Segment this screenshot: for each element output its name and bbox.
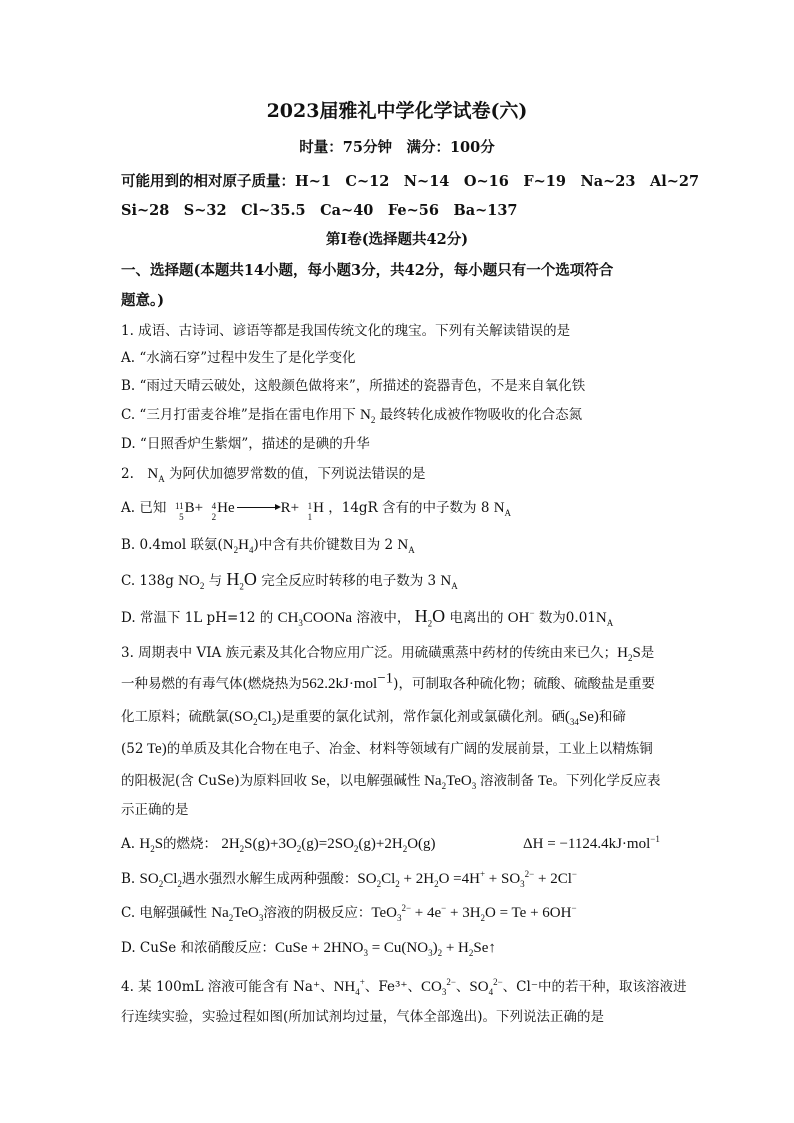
atomic-mass-line-1: 可能用到的相对原子质量：H~1 C~12 N~14 O~16 F~19 Na~23 Al~27 bbox=[121, 173, 700, 190]
q2-c-text-1: C. 138g bbox=[121, 573, 174, 589]
q3-line-5: 的阳极泥(含 CuSe)为原料回收 Se，以电解强碱性 $Na_2TeO_3$ 溶液制备 Te。下列化学反应表 bbox=[121, 773, 661, 791]
formula-se-34: $(_{34}Se)$ bbox=[564, 709, 599, 727]
q1-c-text-2: 最终转化成被作物吸收的化合态氮 bbox=[379, 407, 583, 423]
q3-line-2: 一种易燃的有毒气体(燃烧热为562.2kJ·mol$^{-1}$)，可制取各种硫化物；硫酸、硫酸盐是重要 bbox=[121, 670, 655, 692]
q4-line-1: 4. 某 100mL 溶液可能含有 Na⁺、$NH_4^+$、Fe³⁺、$CO_3^{2-}$、$SO_4^{2-}$、Cl⁻中的若干种，取该溶液进 bbox=[121, 977, 687, 997]
time-and-score: 时量：75分钟 满分：100分 bbox=[299, 139, 495, 156]
q3-line-1: 3. 周期表中 VIA 族元素及其化合物应用广泛。用硫磺熏蒸中药材的传统由来已久；$H_2S$是 bbox=[121, 645, 655, 663]
equation-h2s-combustion: $2H_2S(g)+3O_2(g)=2SO_2(g)+2H_2O(g)$ bbox=[221, 836, 436, 854]
section-heading-line-1: 一、选择题(本题共14小题，每小题3分，共42分，每小题只有一个选项符合 bbox=[121, 262, 614, 279]
formula-ch3coona: $CH_3COONa$ bbox=[277, 610, 353, 628]
q1-c-text-1: C. “三月打雷麦谷堆”是指在雷电作用下 bbox=[121, 407, 356, 423]
formula-n2h4: $N_2H_4$ bbox=[222, 537, 254, 555]
q2-option-c: C. 138g $NO_2$ 与 $H_2O$ 完全反应时转移的电子数为 3 $N_A$ bbox=[121, 569, 458, 592]
q1-option-a: A. “水滴石穿”过程中发生了是化学变化 bbox=[121, 350, 356, 366]
q3-line-6: 示正确的是 bbox=[121, 802, 189, 818]
q2-option-a: A. 已知 11 5 B+ 4 2 He R+ 1 1 H ，14gR 含有的中子数为 8 $N_A$ bbox=[121, 500, 512, 522]
formula-te: Te) bbox=[143, 741, 167, 757]
equation-cuse-hno3: CuSe + $2HNO_3 = Cu(NO_3)_2$ + $H_2Se↑$ bbox=[274, 940, 496, 958]
q1-option-c bbox=[121, 404, 582, 426]
equation-so2cl2-hydrolysis: $SO_2Cl_2 + 2H_2O =4H^+ + SO_3^{2-} + 2Cl^-$ bbox=[357, 869, 577, 889]
q1-option-b: B. “雨过天晴云破处，这般颜色做将来”，所描述的瓷器青色，不是来自氧化铁 bbox=[121, 378, 586, 394]
q4-line-2: 行连续实验，实验过程如图(所加试剂均过量，气体全部逸出)。下列说法正确的是 bbox=[121, 1009, 605, 1025]
exam-title: 2023届雅礼中学化学试卷(六) bbox=[266, 100, 528, 122]
q3-option-c: C. 电解强碱性 $Na_2TeO_3$溶液的阴极反应：$TeO_3^{2-} + 4e^- + 3H_2O = Te + 6OH^-$ bbox=[121, 903, 577, 923]
formula-h2o: $H_2O$ bbox=[226, 569, 257, 592]
q2-a-text-1: A. 已知 bbox=[121, 500, 167, 516]
q1-stem: 1. 成语、古诗词、谚语等都是我国传统文化的瑰宝。下列有关解读错误的是 bbox=[121, 323, 571, 339]
nuclear-equation: 11 5 B+ 4 2 He R+ 1 1 H bbox=[174, 500, 324, 522]
q3-line-4: (52 Te)的单质及其化合物在电子、冶金、材料等领域有广阔的发展前景，工业上以精炼铜 bbox=[121, 741, 653, 757]
formula-na2teo3: $Na_2TeO_3$ bbox=[420, 773, 477, 791]
formula-nh4: $NH_4^+$ bbox=[333, 977, 365, 997]
reaction-arrow bbox=[237, 507, 279, 508]
formula-co3: $CO_3^{2-}$ bbox=[420, 977, 456, 997]
q2-b-text-1: B. 0.4mol 联氨( bbox=[121, 537, 223, 553]
formula-n2: $N_2$ bbox=[360, 407, 376, 425]
formula-no2: $NO_2$ bbox=[178, 573, 205, 591]
q2-a-text-2: ，14gR 含有的中子数为 8 bbox=[328, 500, 490, 516]
q2-stem-text: 为阿伏加德罗常数的值，下列说法错误的是 bbox=[169, 466, 426, 482]
q3-option-d: D. CuSe 和浓硝酸反应：CuSe + $2HNO_3 = Cu(NO_3)_2$ + $H_2Se↑$ bbox=[121, 940, 496, 958]
q3-option-a: A. $H_2S$的燃烧： $2H_2S(g)+3O_2(g)=2SO_2(g)+2H_2O(g)$ ΔH = −1124.4kJ·mol$^{-1}$ bbox=[121, 834, 660, 854]
formula-na: $N_A$ bbox=[147, 466, 165, 484]
atomic-mass-line-2: Si~28 S~32 Cl~35.5 Ca~40 Fe~56 Ba~137 bbox=[121, 202, 518, 219]
q2-b-text-2: )中含有共价键数目为 2 bbox=[253, 537, 394, 553]
formula-so2cl2: $(SO_2Cl_2)$ bbox=[229, 709, 282, 727]
formula-oh-minus: OH− bbox=[507, 608, 535, 626]
section-heading-line-2: 题意。) bbox=[121, 292, 165, 309]
q3-line-3: 化工原料；硫酰氯$(SO_2Cl_2)$是重要的氯化试剂，常作氯化剂或氯磺化剂。硒$(_{34}Se)$和碲 bbox=[121, 709, 626, 727]
formula-so4: $SO_4^{2-}$ bbox=[469, 977, 503, 997]
q1-option-d: D. “日照香炉生紫烟”，描述的是碘的升华 bbox=[121, 436, 370, 452]
enthalpy-change: ΔH = −1124.4kJ·mol$^{-1}$ bbox=[523, 834, 660, 852]
q2-stem: 2. $N_A$ 为阿伏加德罗常数的值，下列说法错误的是 bbox=[121, 466, 426, 484]
q3-option-b: B. $SO_2Cl_2$遇水强烈水解生成两种强酸：$SO_2Cl_2 + 2H_2O =4H^+ + SO_3^{2-} + 2Cl^-$ bbox=[121, 869, 577, 889]
q2-option-d: D. 常温下 1L pH=12 的 $CH_3COONa$ 溶液中， $H_2O$ 电离出的 OH− 数为$0.01N_A$ bbox=[121, 606, 614, 629]
q2-option-b: B. 0.4mol 联氨$(N_2H_4)$中含有共价键数目为 2 $N_A$ bbox=[121, 537, 415, 555]
part-title: 第Ⅰ卷(选择题共42分) bbox=[325, 231, 469, 248]
formula-h2s: $H_2S$ bbox=[617, 645, 641, 663]
equation-cathode: $TeO_3^{2-} + 4e^- + 3H_2O = Te + 6OH^-$ bbox=[371, 903, 577, 923]
